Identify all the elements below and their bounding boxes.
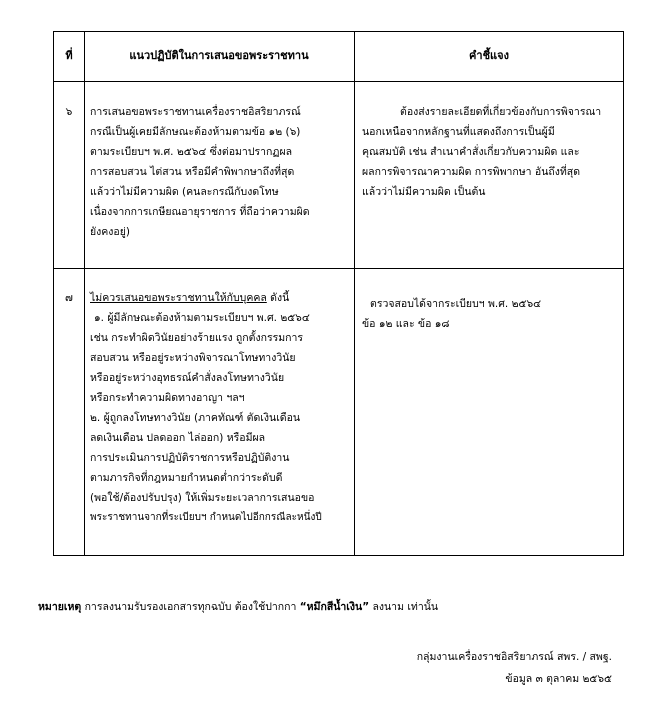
guideline-line: ตามระเบียบฯ พ.ศ. ๒๕๖๔ ซึ่งต่อมาปรากฏผล [90, 146, 293, 158]
guideline-line: ยังคงอยู่) [90, 226, 130, 238]
explanation-line: ข้อ ๑๒ และ ข้อ ๑๘ [362, 318, 450, 330]
row-guideline [90, 102, 310, 242]
guideline-title-underlined: ไม่ควรเสนอขอพระราชทานให้กับบุคคล [90, 292, 267, 304]
explanation-line: แล้วว่าไม่มีความผิด เป็นต้น [362, 186, 486, 198]
info-date: ข้อมูล ๓ ตุลาคม ๒๕๖๕ [505, 673, 612, 685]
remark-emphasis: “หมึกสีน้ำเงิน” [299, 601, 370, 613]
guideline-line: พระราชทานจากที่ระเบียบฯ กำหนดไปอีกกรณีละหนึ่งปี [90, 512, 322, 523]
guideline-title-rest: ดังนี้ [266, 292, 290, 304]
guideline-line: หรืออยู่ระหว่างอุทธรณ์คำสั่งลงโทษทางวินัย [90, 372, 285, 384]
remark [38, 598, 438, 616]
row-guideline [90, 288, 322, 528]
guideline-line: หรือกระทำความผิดทางอาญา ฯลฯ [90, 392, 245, 404]
guideline-line: ตามภารกิจที่กฎหมายกำหนดต่ำกว่าระดับดี [90, 472, 283, 484]
header-explanation: คำชี้แจง [469, 49, 509, 62]
remark-text-end: ลงนาม เท่านั้น [369, 601, 439, 613]
row-explanation [362, 102, 601, 202]
explanation-line: นอกเหนือจากหลักฐานที่แสดงถึงการเป็นผู้มี [362, 126, 555, 138]
remark-label: หมายเหตุ [38, 601, 82, 613]
explanation-line: คุณสมบัติ เช่น สำเนาคำสั่งเกี่ยวกับความผิด และ [362, 146, 580, 158]
guideline-line: แล้วว่าไม่มีความผิด (คนละกรณีกับงดโทษ [90, 186, 279, 198]
guideline-line: การเสนอขอพระราชทานเครื่องราชอิสริยาภรณ์ [90, 106, 301, 118]
row-num: ๖ [65, 106, 73, 118]
explanation-line: ต้องส่งรายละเอียดที่เกี่ยวข้องกับการพิจารณา [400, 106, 602, 118]
header-divider [54, 81, 623, 82]
guideline-line: การสอบสวน ไต่สวน หรือมีคำพิพากษาถึงที่สุด [90, 166, 295, 178]
guideline-line: ๑. ผู้มีลักษณะต้องห้ามตามระเบียบฯ พ.ศ. ๒๕๖๔ [94, 312, 310, 324]
column-divider [354, 32, 355, 555]
guideline-line: ลดเงินเดือน ปลดออก ไล่ออก) หรือมีผล [90, 432, 266, 444]
column-divider [84, 32, 85, 555]
header-num: ที่ [65, 49, 73, 62]
guideline-line: (พอใช้/ต้องปรับปรุง) ให้เพิ่มระยะเวลาการเสนอขอ [90, 492, 315, 504]
row-divider [54, 268, 623, 269]
explanation-line: ตรวจสอบได้จากระเบียบฯ พ.ศ. ๒๕๖๔ [370, 298, 542, 310]
guideline-line: เนื่องจากการเกษียณอายุราชการ ที่ถือว่าความผิด [90, 206, 310, 218]
department-signature: กลุ่มงานเครื่องราชอิสริยาภรณ์ สพร. / สพฐ. [416, 651, 612, 663]
explanation-line: ผลการพิจารณาความผิด การพิพากษา อันถึงที่สุด [362, 166, 581, 178]
row-num: ๗ [65, 292, 73, 304]
guideline-table [53, 31, 624, 556]
remark-text: การลงนามรับรองเอกสารทุกฉบับ ต้องใช้ปากกา [81, 601, 300, 613]
guideline-line: สอบสวน หรืออยู่ระหว่างพิจารณาโทษทางวินัย [90, 352, 296, 364]
header-guideline: แนวปฏิบัติในการเสนอขอพระราชทาน [129, 49, 309, 62]
guideline-line: การประเมินการปฏิบัติราชการหรือปฏิบัติงาน [90, 452, 290, 464]
guideline-line: เช่น กระทำผิดวินัยอย่างร้ายแรง ถูกตั้งกรรมการ [90, 332, 304, 344]
row-explanation [362, 294, 541, 334]
guideline-title [90, 288, 322, 308]
guideline-line: ๒. ผู้ถูกลงโทษทางวินัย (ภาคทัณฑ์ ตัดเงินเดือน [90, 412, 301, 424]
guideline-line: กรณีเป็นผู้เคยมีลักษณะต้องห้ามตามข้อ ๑๒ (๖) [90, 126, 301, 138]
